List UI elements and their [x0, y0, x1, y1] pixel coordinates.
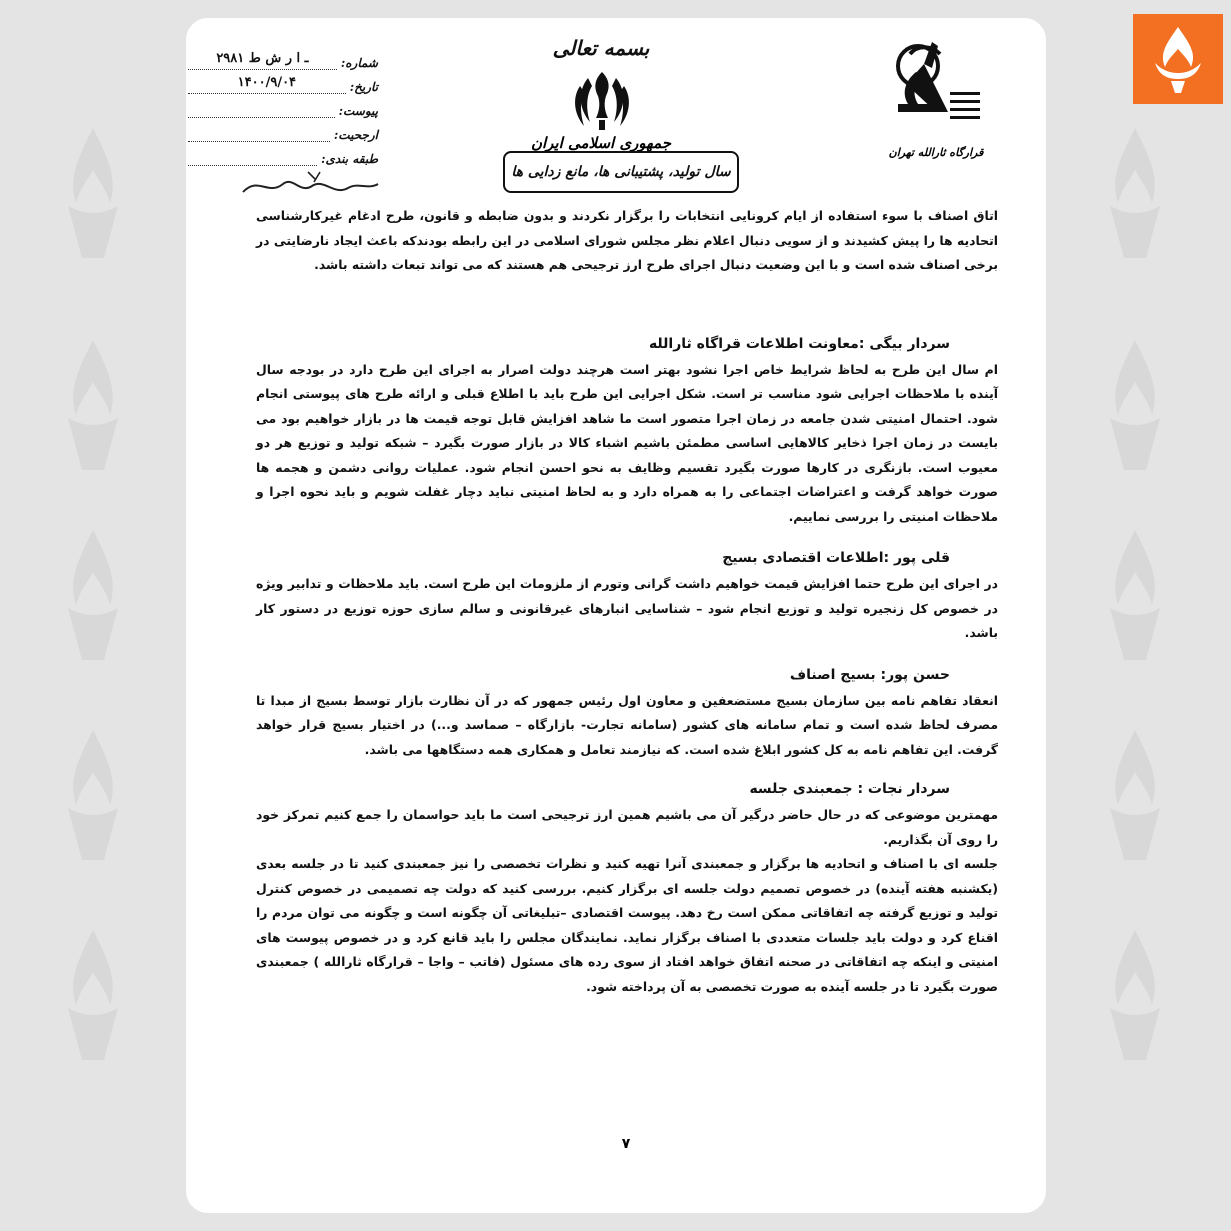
section-text-nejat: مهمترین موضوعی که در حال حاضر درگیر آن می باشیم همین ارز ترجیحی است ما باید حواسمان را جمع کنیم تمرکز خود را روی آن بگذاریم.	[256, 807, 998, 847]
watermark-torch-icon	[48, 520, 138, 670]
memo-urgency-value	[188, 123, 330, 142]
memo-attachment-value	[188, 99, 335, 118]
memo-date-row	[188, 70, 378, 94]
section-title-nejat: سردار نجات : جمعبندی جلسه	[749, 781, 950, 797]
republic-title: جمهوری اسلامی ایران	[530, 134, 672, 152]
memo-date-label: تاریخ:	[349, 80, 378, 94]
watermark-torch-icon	[48, 118, 138, 268]
irgc-emblem-icon	[888, 34, 986, 130]
memo-number-row	[188, 46, 378, 70]
document-sheet	[186, 18, 1046, 1213]
section-text-hassanpour: انعقاد تفاهم نامه بین سازمان بسیج مستضعفین و معاون اول رئیس جمهور که در آن نظارت بازار توسط بسیج از مبدا تا مصرف لحاظ شده است و تمام سامانه های کشور (سامانه تجارت- بازارگاه – صماسد و...) در اختیار بسیج قرار خواهد گرفت. این تفاهم نامه به کل کشور ابلاغ شده است. که نیازمند تعامل و همکاری همه دستگاهها می باشد.	[256, 692, 998, 757]
watermark-torch-icon	[48, 720, 138, 870]
memo-urgency-row	[188, 118, 378, 142]
year-slogan-text: سال تولید، پشتیبانی ها، مانع زدایی ها	[511, 164, 731, 180]
section-text-nejat-2: جلسه ای با اصناف و اتحادیه ها برگزار و جمعبندی آنرا تهیه کنید و نظرات تخصصی را نیز جمعبندی کنید تا در جلسه بعدی (یکشنبه هفته آینده) در خصوص تصمیم دولت جلسه ای برگزار کنیم. بررسی کنید که دولت چه تصمیمی در خصوص کنترل تولید و توزیع گرفته چه اتفاقاتی ممکن است رخ دهد. پیوست اقتصادی –تبلیغاتی آن چگونه است و چگونه می توان مردم را اقناع کرد و دولت باید جلسات متعددی با اصناف برگزار نماید. نمایندگان مجلس را باید قانع کرد و در خصوص پیوست های امنیتی و اینکه چه اتفاقاتی در صحنه اتفاق خواهد افتاد از سوی رده های مسئول (فاتب – واجا – قرارگاه ثارالله ) جمعبندی صورت بگیرد تا در جلسه آینده به صورت تخصصی به آن پرداخته شود.	[256, 856, 998, 994]
memo-number-value: ۲۹۸۱ ـ ا ر ش ط	[188, 51, 337, 70]
memo-classification-row	[188, 142, 378, 166]
memo-fields	[188, 46, 378, 166]
radio-farda-logo	[1133, 14, 1223, 104]
section-title-beigi: سردار بیگی :معاونت اطلاعات قراگاه ثارالله	[648, 335, 950, 352]
watermark-torch-icon	[1090, 330, 1180, 480]
org-name: قرارگاه ثارالله تهران	[888, 146, 984, 159]
handwritten-mark-icon	[238, 166, 383, 202]
memo-date-value: ۱۴۰۰/۹/۰۴	[188, 75, 346, 94]
memo-classification-value	[188, 147, 317, 166]
iran-emblem-icon	[568, 66, 636, 134]
watermark-torch-icon	[1090, 920, 1180, 1070]
basmala: بسمه تعالی	[552, 36, 650, 60]
memo-attachment-label: پیوست:	[338, 104, 378, 118]
intro-paragraph: اتاق اصناف با سوء استفاده از ایام کرونایی انتخابات را برگزار نکردند و بدون ضابطه و قانون، طرح ادغام غیرکارشناسی اتحادیه ها را پیش کشیدند و از سویی دنبال اعلام نظر مجلس شورای اسلامی در این رابطه بودندکه باعث ایجاد نارضایتی در برخی اصناف شده است و با این وضعیت دنبال اجرای طرح ارز ترجیحی هم هستند که می تواند تبعات داشته باشد.	[256, 208, 998, 272]
watermark-torch-icon	[48, 920, 138, 1070]
memo-number-label: شماره:	[340, 56, 378, 70]
section-text-beigi: ام سال این طرح به لحاظ شرایط خاص اجرا نشود بهتر است هرچند دولت اصرار به اجرای این طرح دارد در بودجه سال آینده با ملاحظات اجرایی شود مناسب تر است. شکل اجرایی این طرح باید با اطلاع قبلی و ارائه طرح های پیوستی انجام شود. احتمال امنیتی شدن جامعه در زمان اجرا متصور است ما شاهد افزایش قابل توجه قیمت ها در بازار خواهیم بود می بایست در زمان اجرا ذخایر کالاهایی اساسی مطمئن باشیم اشباء کالا در بازار صورت بگیرد – شبکه تولید و توزیع هر دو معیوب است. بازنگری در کارها صورت بگیرد تقسیم وظایف به نحو احسن انجام شود. عملیات روانی دشمن و هجمه ها صورت خواهد گرفت و اعتراضات اجتماعی را به همراه دارد و به لحاظ امنیتی نباید دچار غفلت شویم و باید نحوه اجرا و ملاحظات امنیتی را بررسی نماییم.	[256, 361, 998, 524]
watermark-torch-icon	[48, 330, 138, 480]
watermark-torch-icon	[1090, 720, 1180, 870]
watermark-torch-icon	[1090, 118, 1180, 268]
section-title-hassanpour: حسن پور: بسیج اصناف	[789, 666, 950, 683]
watermark-torch-icon	[1090, 520, 1180, 670]
page-number: ۷	[621, 1136, 631, 1152]
year-slogan-box	[503, 151, 739, 193]
memo-urgency-label: ارجحیت:	[333, 128, 378, 142]
memo-attachment-row	[188, 94, 378, 118]
section-title-gholipour: قلی پور :اطلاعات اقتصادی بسیج	[722, 550, 950, 566]
memo-classification-label: طبقه بندی:	[321, 152, 378, 166]
section-text-gholipour: در اجرای این طرح حتما افزایش قیمت خواهیم داشت گرانی وتورم از ملزومات این طرح است. باید ملاحظات و تدابیر ویژه در خصوص کل زنجیره تولید و توزیع انجام شود – شناسایی انبارهای غیرقانونی و سالم سازی حوزه توزیع در دستور کار باشد.	[256, 576, 998, 640]
torch-logo-icon	[1145, 23, 1211, 95]
document-body	[256, 204, 998, 999]
